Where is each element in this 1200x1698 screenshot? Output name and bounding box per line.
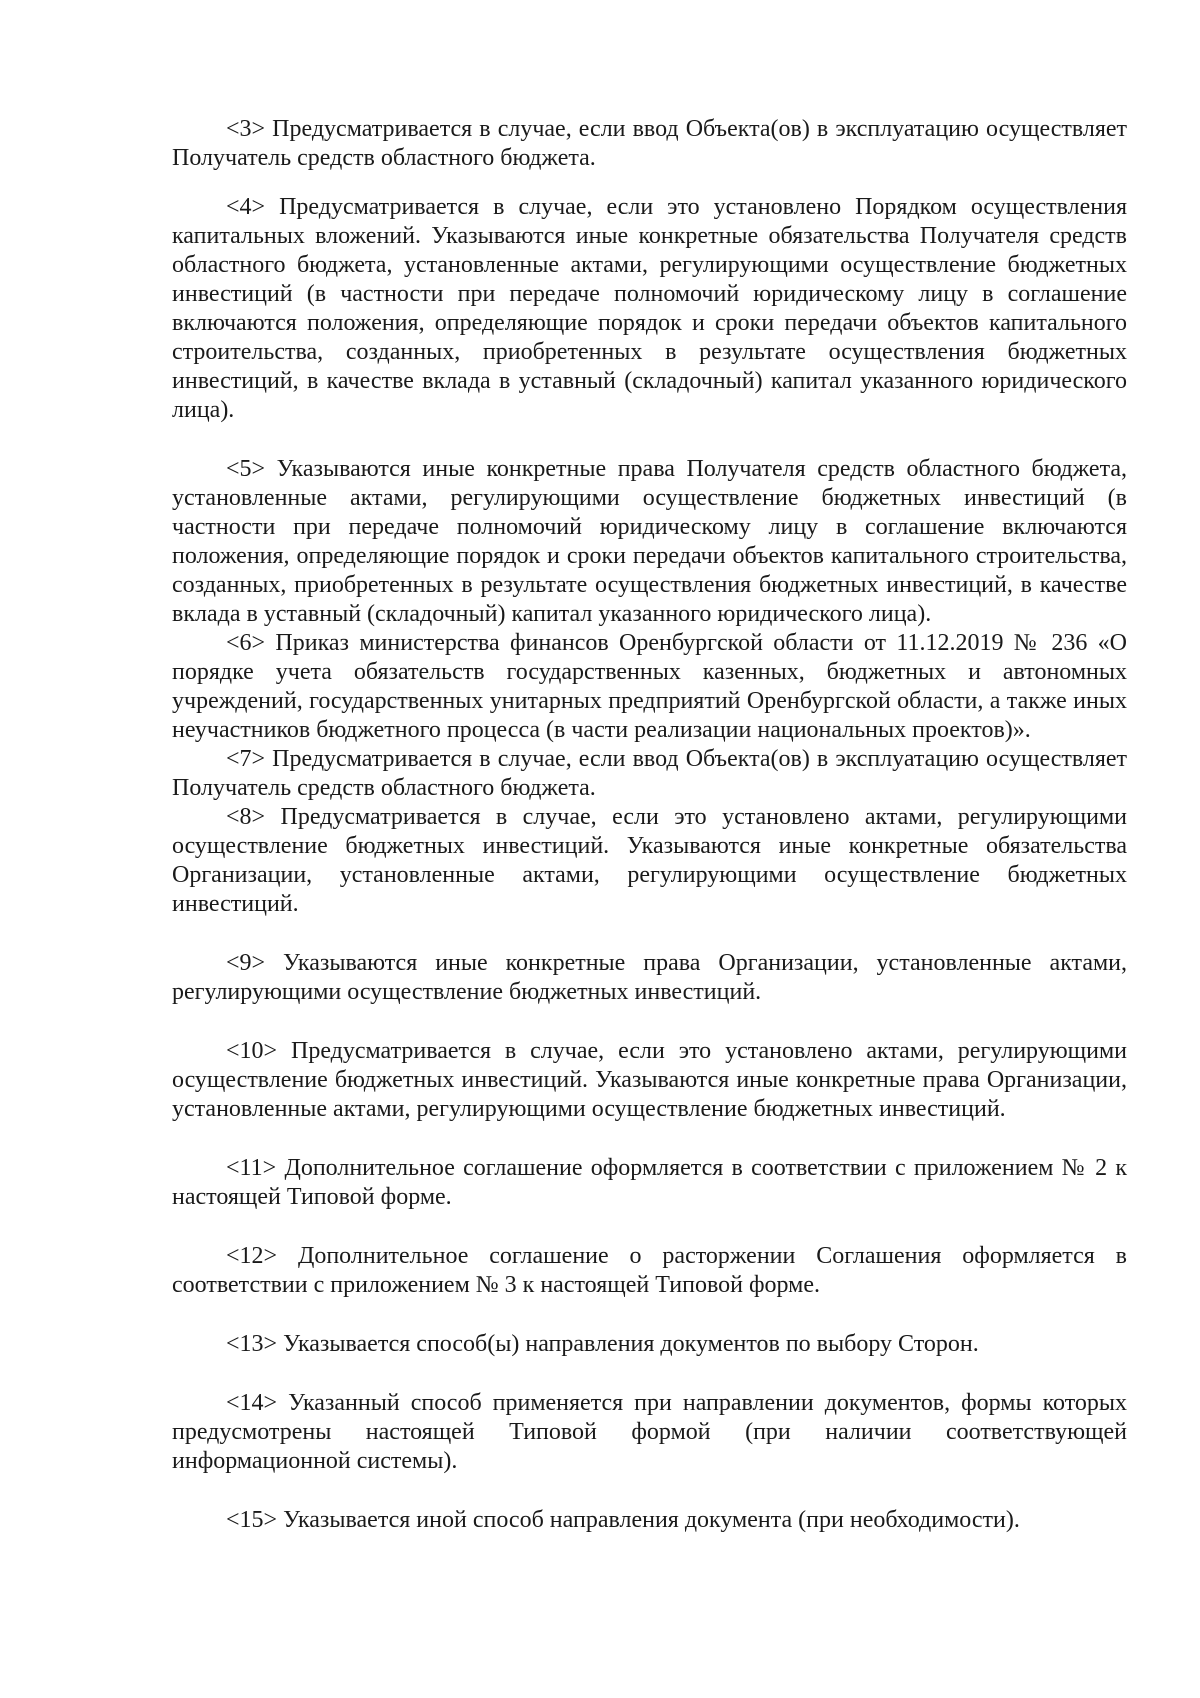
footnote-12 bbox=[172, 1242, 1127, 1300]
document-page bbox=[172, 115, 1127, 1535]
footnote-text: Предусматривается в случае, если это установлено актами, регулирующими осуществление бюджетных инвестиций. Указываются иные конкретные права Организации, установленные актами, регулирующими осуществление бюджетных инвестиций. bbox=[172, 1038, 1128, 1122]
footnote-text: Предусматривается в случае, если это установлено актами, регулирующими осуществление бюджетных инвестиций. Указываются иные конкретные обязательства Организации, установленные актами, регулирующими осуществление бюджетных инвестиций. bbox=[172, 804, 1128, 917]
footnote-text: Указываются иные конкретные права Получателя средств областного бюджета, установленные актами, регулирующими осуществление бюджетных инвестиций (в частности при передаче полномочий юридическому лицу в соглашение включаются положения, определяющие порядок и сроки передачи объектов капитального строительства, созданных, приобретенных в результате осуществления бюджетных инвестиций, в качестве вклада в уставный (складочный) капитал указанного юридического лица). bbox=[172, 456, 1128, 627]
footnote-10 bbox=[172, 1037, 1127, 1124]
footnote-15 bbox=[172, 1506, 1127, 1535]
footnote-3 bbox=[172, 115, 1127, 173]
footnote-text: Предусматривается в случае, если ввод Объекта(ов) в эксплуатацию осуществляет Получатель средств областного бюджета. bbox=[172, 116, 1128, 171]
footnote-marker: <7> bbox=[226, 746, 266, 772]
footnote-text: Указывается способ(ы) направления документов по выбору Сторон. bbox=[283, 1331, 979, 1357]
footnote-marker: <11> bbox=[226, 1155, 277, 1181]
footnote-marker: <10> bbox=[226, 1038, 278, 1064]
footnote-marker: <9> bbox=[226, 950, 266, 976]
footnote-marker: <15> bbox=[226, 1507, 278, 1533]
footnote-text: Предусматривается в случае, если это установлено Порядком осуществления капитальных вложений. Указываются иные конкретные обязательства Получателя средств областного бюджета, установленные актами, регулирующими осуществление бюджетных инвестиций (в частности при передаче полномочий юридическому лицу в соглашение включаются положения, определяющие порядок и сроки передачи объектов капитального строительства, созданных, приобретенных в результате осуществления бюджетных инвестиций, в качестве вклада в уставный (складочный) капитал указанного юридического лица). bbox=[172, 194, 1128, 423]
footnote-11 bbox=[172, 1154, 1127, 1212]
footnote-marker: <5> bbox=[226, 456, 266, 482]
footnote-marker: <12> bbox=[226, 1243, 278, 1269]
footnote-text: Дополнительное соглашение оформляется в соответствии с приложением № 2 к настоящей Типовой форме. bbox=[172, 1155, 1127, 1210]
footnote-9 bbox=[172, 949, 1127, 1007]
footnote-marker: <13> bbox=[226, 1331, 278, 1357]
footnote-text: Указывается иной способ направления документа (при необходимости). bbox=[283, 1507, 1020, 1533]
footnote-4 bbox=[172, 193, 1127, 425]
footnote-marker: <3> bbox=[226, 116, 266, 142]
footnote-5 bbox=[172, 455, 1127, 629]
footnote-marker: <4> bbox=[226, 194, 266, 220]
footnote-marker: <6> bbox=[226, 630, 266, 656]
footnote-text: Приказ министерства финансов Оренбургской области от 11.12.2019 № 236 «О порядке учета обязательств государственных казенных, бюджетных и автономных учреждений, государственных унитарных предприятий Оренбургской области, а также иных неучастников бюджетного процесса (в части реализации национальных проектов)». bbox=[172, 630, 1128, 743]
footnote-8 bbox=[172, 803, 1127, 919]
footnote-7 bbox=[172, 745, 1127, 803]
footnote-marker: <14> bbox=[226, 1390, 278, 1416]
footnote-text: Указываются иные конкретные права Организации, установленные актами, регулирующими осуществление бюджетных инвестиций. bbox=[172, 950, 1127, 1005]
footnote-text: Предусматривается в случае, если ввод Объекта(ов) в эксплуатацию осуществляет Получатель средств областного бюджета. bbox=[172, 746, 1128, 801]
footnote-13 bbox=[172, 1330, 1127, 1359]
footnote-6 bbox=[172, 629, 1127, 745]
footnote-text: Указанный способ применяется при направлении документов, формы которых предусмотрены настоящей Типовой формой (при наличии соответствующей информационной системы). bbox=[172, 1390, 1127, 1474]
footnote-marker: <8> bbox=[226, 804, 266, 830]
footnote-text: Дополнительное соглашение о расторжении Соглашения оформляется в соответствии с приложением № 3 к настоящей Типовой форме. bbox=[172, 1243, 1127, 1298]
footnote-14 bbox=[172, 1389, 1127, 1476]
